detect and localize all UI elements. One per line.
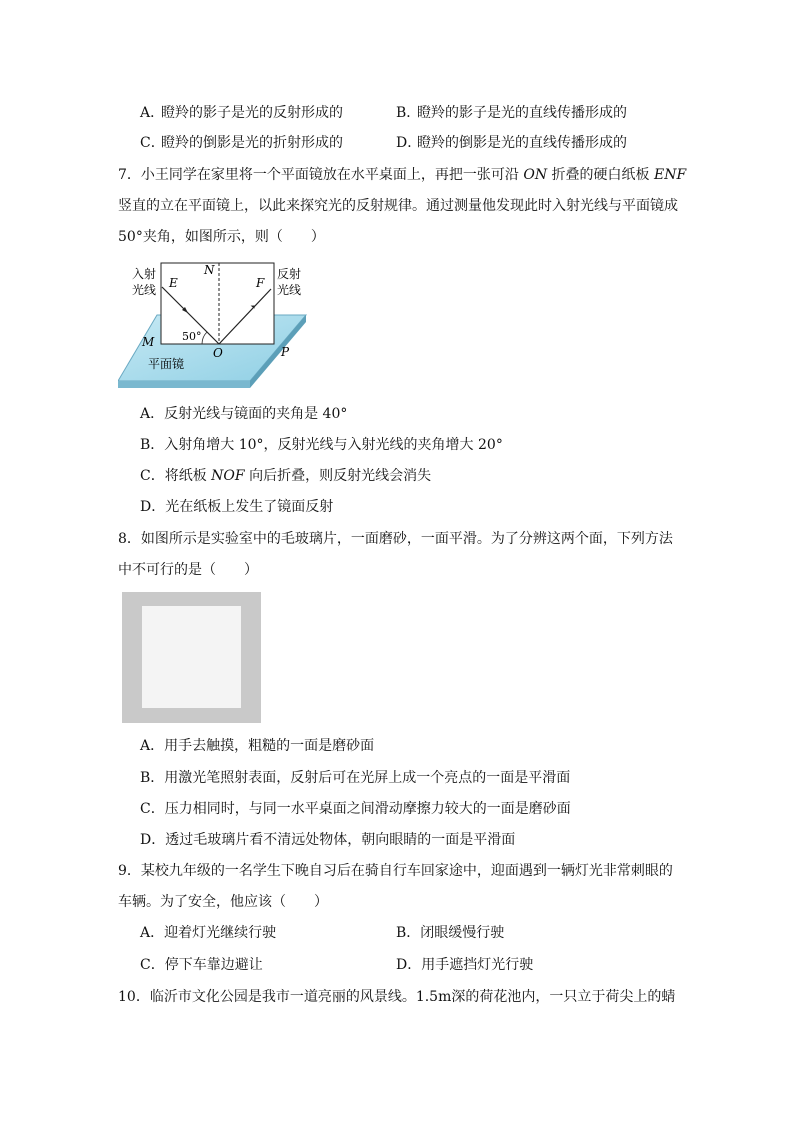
incident-label-2: 光线 — [132, 283, 157, 297]
label-e: E — [169, 276, 178, 290]
frosted-glass-image — [122, 592, 261, 723]
q8-stem-line2: 中不可行的是（ ） — [118, 562, 258, 578]
q6-option-a[interactable]: A． — [140, 105, 165, 121]
q7-stem-line1 — [118, 165, 686, 185]
q7-enf-label: ENF — [654, 167, 687, 183]
q6-option-d[interactable]: D． — [396, 135, 422, 151]
q8-option-d[interactable]: D．透过毛玻璃片看不清远处物体，朝向眼睛的一面是平滑面 — [140, 832, 516, 848]
q6-option-b[interactable]: B． — [396, 105, 421, 121]
q7-option-a[interactable]: A．反射光线与镜面的夹角是 40° — [140, 406, 348, 422]
q7-stem-mid: 折叠的硬白纸板 — [547, 167, 654, 183]
q7-option-b[interactable]: B．入射角增大 10°，反射光线与入射光线的夹角增大 20° — [140, 437, 503, 453]
q7-option-d[interactable]: D．光在纸板上发生了镜面反射 — [140, 499, 334, 515]
reflection-diagram — [118, 258, 310, 392]
q8-option-c[interactable]: C．压力相同时，与同一水平桌面之间滑动摩擦力较大的一面是磨砂面 — [140, 801, 571, 817]
frosted-glass-center — [142, 606, 241, 708]
mirror-edge — [118, 381, 250, 388]
q7-stem-pre: 7．小王同学在家里将一个平面镜放在水平桌面上，再把一张可沿 — [118, 167, 524, 183]
reflected-label-1: 反射 — [277, 267, 302, 281]
label-f: F — [256, 276, 265, 290]
q9-option-d[interactable]: D．用手遮挡灯光行驶 — [396, 957, 534, 973]
q9-option-b[interactable]: B．闭眼缓慢行驶 — [396, 925, 505, 941]
label-m: M — [142, 335, 155, 349]
q7-option-c-post: 向后折叠，则反射光线会消失 — [244, 468, 432, 484]
label-p: P — [281, 345, 290, 359]
q9-option-c[interactable]: C．停下车靠边避让 — [140, 957, 263, 973]
label-n: N — [204, 263, 215, 277]
label-o: O — [213, 346, 223, 360]
q6-option-a-text: 瞪羚的影子是光的反射形成的 — [161, 105, 343, 121]
mirror-label: 平面镜 — [148, 357, 185, 371]
q6-option-b-text: 瞪羚的影子是光的直线传播形成的 — [417, 105, 627, 121]
q7-option-c[interactable] — [140, 466, 431, 486]
q7-on-label: ON — [523, 167, 548, 183]
q6-option-d-text: 瞪羚的倒影是光的直线传播形成的 — [417, 135, 627, 151]
q7-option-c-pre: C．将纸板 — [140, 468, 212, 484]
q8-option-a[interactable]: A．用手去触摸，粗糙的一面是磨砂面 — [140, 738, 375, 754]
q9-stem-line1: 9．某校九年级的一名学生下晚自习后在骑自行车回家途中，迎面遇到一辆灯光非常刺眼的 — [118, 863, 673, 879]
angle-label: 50° — [182, 330, 202, 343]
q8-option-b[interactable]: B．用激光笔照射表面，反射后可在光屏上成一个亮点的一面是平滑面 — [140, 770, 571, 786]
q10-stem-line1: 10．临沂市文化公园是我市一道亮丽的风景线。1.5m深的荷花池内，一只立于荷尖上的蜻 — [118, 989, 676, 1005]
q7-option-c-nof: NOF — [211, 468, 245, 484]
q8-stem-line1: 8．如图所示是实验室中的毛玻璃片，一面磨砂，一面平滑。为了分辨这两个面，下列方法 — [118, 531, 673, 547]
incident-label-1: 入射 — [132, 267, 157, 281]
q7-stem-line3: 50°夹角，如图所示，则（ ） — [118, 229, 325, 245]
q9-option-a[interactable]: A．迎着灯光继续行驶 — [140, 925, 277, 941]
q9-stem-line2: 车辆。为了安全，他应该（ ） — [118, 894, 328, 910]
q6-option-c[interactable]: C． — [140, 135, 165, 151]
q7-stem-line2: 竖直的立在平面镜上，以此来探究光的反射规律。通过测量他发现此时入射光线与平面镜成 — [118, 198, 678, 214]
q6-option-c-text: 瞪羚的倒影是光的折射形成的 — [161, 135, 343, 151]
reflected-label-2: 光线 — [277, 283, 302, 297]
